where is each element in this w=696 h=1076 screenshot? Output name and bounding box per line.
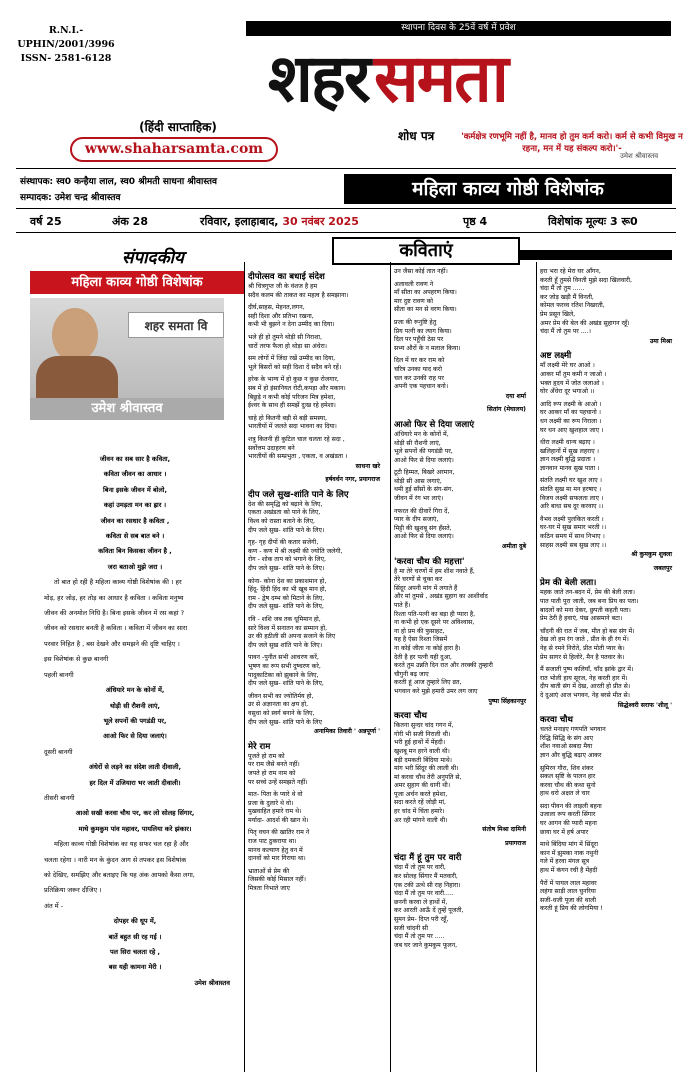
editorial-line: इस विशेषांक से कुछ बानगी: [44, 655, 109, 664]
editorial-line: तो बात हो रही है महिला काव्य गोष्ठी विशेषांक की । हर: [54, 578, 182, 587]
editorial-line: बिना इसके जीवन में बोलो,: [103, 485, 167, 494]
column-rule: [244, 262, 245, 1072]
poem-line: आओ फिर से दिया जलाएं।: [394, 456, 454, 464]
issue-year: वर्ष 25: [30, 215, 62, 228]
editorial-line: अंत में -: [44, 901, 64, 910]
poem-line: टूटी हिम्मत, बिखरे अरमान,: [394, 469, 455, 477]
poem-line: अपनी एक पहचान बनो।: [394, 383, 449, 391]
poem-line: अमर सुहाग की धानी थी।: [394, 782, 451, 790]
poem-line: पर राम जैसे बनते नहीं।: [248, 761, 300, 769]
poem-line: पूजते हो राम को: [248, 752, 285, 760]
poem-line: एक टकी उत्थे सी राह निहारा।: [394, 881, 461, 889]
issue-date: [200, 214, 359, 229]
masthead-logo: [268, 39, 674, 117]
poem-line: चरित्र उनका याद करो: [394, 365, 442, 373]
editorial-line: दूसरी बानगी: [44, 747, 73, 756]
poem-line: उर की हठीली सी अपना सजाने के लिए: [248, 633, 336, 641]
editorial-line: भूले सपनों की पगडंडी पर,: [103, 716, 167, 725]
poem-line: हरा भरा रहे मेरा घर आँगन,: [540, 268, 601, 275]
poem-line: चारों तरफ फैला हो थोड़ा सा अंधेरा।: [248, 342, 328, 350]
poem-line: खुशबू मन हरने वाली थी।: [394, 747, 450, 755]
poem-line: वैभव लक्ष्मी पुलकित करती ।: [540, 515, 604, 523]
poem-line: जब घर जाने कुमकुम फूलन,: [394, 941, 458, 949]
poem-line: अंधियारे मन के कोनों में,: [394, 430, 449, 438]
poem-line: लहंगा साड़ी लाल चुनरिया: [540, 888, 596, 896]
poem-line: पावन -पुनीत सभी आचरण करें,: [248, 654, 319, 662]
poem-line: यह है ऐसा रिश्ता जिसमें: [394, 636, 448, 644]
poem-line: जपते हो राम नाम को: [248, 769, 296, 777]
poem-line: जीवन में रंग भर लाएं।: [394, 495, 444, 503]
poem-line: गृह- गृह दीपों की कतार सजेगी,: [248, 539, 319, 547]
poem-author: दया शर्मा: [505, 392, 526, 400]
poem-line: माथे बिंदिया मांग में सिंदूरा: [540, 841, 599, 849]
editorial-line: जीवन का सब सार है कविता,: [99, 455, 171, 463]
poem-line: सब में हो इंसानियत रोटी,कपड़ा और मकान।: [248, 384, 346, 392]
poem-line: खलिहानों में सुख लहराए ।: [540, 447, 599, 455]
editorial-line: अंधियारे मन के कोनों में,: [105, 686, 165, 695]
poem-line: आओ फिर से दिया जलाएं।: [394, 533, 454, 541]
poem-line: रोग - शोक ताप को भगाने के लिए,: [248, 556, 326, 564]
poem-line: प्रेम सागर से हिलोरे, मैन है पतवार के।: [540, 653, 625, 661]
poem-line: पाते हैं।: [394, 602, 411, 609]
website-link[interactable]: www.shaharsamta.com: [70, 137, 278, 162]
rni-line: R.N.I.-: [48, 25, 84, 36]
poem-line: विजय लक्ष्मी सफलता लाए ।: [540, 494, 604, 502]
poem-line: भारतीयों में जलते सदा भावना का दिया।: [248, 423, 337, 431]
poem-line: चंदा मैं तो तुम ......: [540, 285, 585, 293]
special-issue-banner: महिला काव्य गोष्ठी विशेषांक: [344, 174, 672, 204]
poem-line: मिट्टी की खुशबू संग हँसते,: [394, 524, 452, 532]
price: विशेषांक मूल्यः 3 रू0: [548, 215, 638, 228]
registration-block: [16, 24, 116, 66]
poem-line: उजाला रूप करती सिंगार: [540, 811, 596, 819]
quote-author: उमेश श्रीवास्तव: [620, 152, 659, 160]
poem-line: पर सच्चे उन्हें समझते नहीं।: [248, 778, 308, 786]
poem-line: देती है हर पत्नी यही दुआ,: [394, 653, 452, 661]
poem-line: गले में हरवा मंगल सूत्र: [540, 858, 590, 866]
poem-line: चल कर उनकी राह पर: [394, 374, 444, 382]
poem-line: अर रही मांगने वाली थी।: [394, 816, 448, 824]
poem-line: करती हूँ तुमसे विनती मुझे सदा खिलवारी,: [540, 276, 632, 284]
founders-line: संस्थापक: स्व0 कन्हैया लाल, स्व0 श्रीमती साधना श्रीवास्तव: [20, 177, 217, 187]
editorial-line: तीसरी बानगी: [44, 793, 75, 802]
poem-line: संतति सुख मा मन हरषाए ।: [540, 486, 602, 494]
poem-line: भूषण का रूप सभी दुष्चरण करे,: [248, 662, 321, 670]
poem-line: राज पाट ठुकराया था।: [248, 838, 297, 846]
poem-line: बिछुड़े न कभी कोई परिजन मित्र हमेशा,: [248, 393, 336, 401]
poem-line: रात भोली हाय सूरज, नेह करती हार में।: [540, 674, 628, 682]
poem-line: करती हूं प्रिय की लोगमिया !: [540, 905, 603, 913]
poem-line: तेरे चरणों से चुका कर: [394, 576, 443, 584]
issn-line: ISSN- 2581-6128: [20, 53, 112, 64]
date-prefix: रविवार, इलाहाबाद,: [200, 215, 279, 228]
poem-title: आओ फिर से दिया जलाएं: [394, 419, 475, 430]
poem-line: करते तुम उन्नति दिन रात और तरक्की तुम्हारी: [394, 662, 493, 670]
masthead-quote: 'कर्मक्षेत्र रणभूमि नहीं है, मानव हो तुम कर्म करो। कर्म से कभी विमुख न रहना, मन में यह संकल्प करो।'-: [461, 132, 683, 154]
poem-author: सिद्धेश्वरी सराफ 'शीलू ': [617, 701, 672, 709]
poem-title: दीप जले सुख-शांति पाने के लिए: [248, 489, 349, 500]
editorial-line: जीवन की अनमोल निधि है। बिना इसके जीवन में रस कहां ?: [44, 609, 185, 618]
poem-line: जीवन सभी का ज्योतिर्मय हो,: [248, 692, 314, 700]
poem-line: कण - कण में श्री लक्ष्मी की ज्योति जलेगी,: [248, 547, 343, 555]
poem-line: घर आगन की प्यारी महना: [540, 820, 597, 828]
poem-line: सीता का मन से वरण किया।: [394, 306, 457, 314]
poem-line: हर चांद में चिंता हमारे।: [394, 808, 445, 816]
poem-line: घर आकर माँ का पहचानो ।: [540, 409, 601, 417]
poem-line: कर सोलह सिंगार मैं मतवारी,: [394, 873, 458, 881]
poem-line: भूले सपनों की पगडंडी पर,: [394, 448, 453, 456]
poem-line: ज्ञान और बुद्धि बढ़ाए आकर: [540, 751, 602, 759]
poem-author: अमीता दुबे: [501, 543, 526, 551]
poem-author: उमा मिश्रा: [649, 337, 672, 345]
poem-line: रवि - शशि जब तक धूमिमान हो,: [248, 616, 321, 623]
poem-line: मां करवा चौथ तेरी अनुपति से,: [394, 773, 462, 781]
poem-line: गोरी भी सजी निराली थी।: [394, 730, 451, 738]
poem-line: शत्रु कितनी ही कुटिल चाल चलता रहे सदा ,: [248, 435, 345, 443]
poem-line: भरी हुई हाथों में मेंहदी।: [394, 739, 446, 747]
editorial-line: हर दिल में उजियारा भर जाती दीवाली।: [89, 778, 181, 787]
poem-column: [248, 268, 380, 894]
poem-line: सुमन प्रेम- दिप्त परी रहूँ,: [394, 916, 449, 923]
editor-line: सम्पादक: उमेश चन्द्र श्रीवास्तव: [20, 193, 121, 203]
poem-line: सदैव कलम की ताकत का महत्व है समझाना।: [248, 291, 349, 299]
poem-line: मित्रता निभाते जाए: [248, 885, 290, 893]
poem-line: अमर प्रेम की बेल की अखंड सुहागन रहूँ।: [540, 319, 630, 327]
editorial-line: मोड़, हर जोड़, हर तोड़ का आधार है कविता । कविता मनुष्य: [44, 593, 184, 602]
poem-line: दिल में घर कर राम को: [394, 357, 445, 365]
poem-line: भले ही हो तुमने थोड़ी सी निराशा,: [248, 333, 322, 341]
poem-line: दीप जले सुख- शांति पाने के लिए।: [248, 526, 325, 534]
poem-line: कान में झुमका नाक नथुनी: [540, 849, 599, 857]
poem-line: दे दुआएं आज भगवन, नेह बरसे मीत से।: [540, 691, 630, 699]
poem-author: पुष्पा सिंहकानपुर: [488, 697, 526, 705]
poem-author: प्रयागराज: [505, 839, 526, 847]
poem-line: सजी-धजी पूजा की थाली: [540, 896, 596, 904]
poem-line: घर धन आए खुशहाल जाए ।: [540, 426, 604, 434]
page-number: पृष्ठ 4: [463, 215, 488, 228]
poem-line: प्यार के दीप सजाएं,: [394, 516, 439, 524]
poem-line: सारे विश्व में सनातन का सम्मान हो,: [248, 624, 328, 632]
poem-author: साधना खरे: [355, 462, 380, 470]
poem-line: ना कभी हो एक दूसरे पर अविश्वास,: [394, 619, 475, 627]
poem-line: मात- पिता के प्यारे थे वो: [248, 791, 303, 799]
editorial-line: कविता से सब बात बने ।: [105, 532, 165, 541]
poem-line: है मा तेरे चरणों में हम शीश नवाते हैं,: [394, 567, 475, 575]
poem-line: उन जैसा कोई तात नहीं।: [394, 268, 448, 275]
poem-line: दीप जले सुख- शांति पाने के लिए।: [248, 565, 325, 573]
poem-line: दीर्घ,साहस, मेहनत,लगन,: [248, 304, 305, 312]
poem-line: चंदा मैं तो तुम पर वारी.....: [394, 890, 454, 898]
poem-line: सकल सृष्टि के पालन हार: [540, 773, 596, 781]
poem-line: सिंदूर अपनी मांग में लगाते हैं: [394, 584, 458, 592]
poem-line: करवा चौथ की कथा सुनो: [540, 781, 596, 789]
editorial-line: अंधेरों से लड़ने का संदेश लाती दीवाली,: [88, 763, 182, 772]
poem-line: हाथ में कंगन रची है मेंहदी: [540, 867, 598, 875]
poem-line: अरि बाधा सब दूर करवाए ।।: [540, 503, 604, 511]
poem-line: देख लो हम रंग जाते , प्रीत के ही रंग में।: [540, 636, 629, 644]
poem-line: नफरत की दीवारें गिरा दें,: [394, 507, 450, 515]
poem-line: भ्राताओं से प्रेम की: [248, 867, 290, 875]
poem-line: प्रजा के दुलारे थे वो।: [248, 799, 294, 807]
editorial-line: दोपहर की धूप में,: [113, 917, 157, 926]
photo-sign-text: शहर समता वि: [128, 312, 224, 338]
poem-line: जिसकी कोई मिसाल नहीं।: [248, 876, 306, 884]
editorial-line: प्रतिक्रिया जरूर दीजिए ।: [44, 886, 102, 895]
editorial-line: माथे कुमकुम पांव महावर, पायलिया करे झंकार।: [78, 824, 192, 833]
poem-line: दीप जले सुख शांति पाने के लिए।: [248, 641, 323, 649]
editorial-line: महिला काव्य गोष्ठी विशेषांक का यह सफर चल रहा है और: [54, 840, 189, 849]
poem-line: मानव कल्याण हेतु वन में: [248, 846, 303, 854]
poem-line: उर से अज्ञानता का क्षय हो,: [248, 701, 309, 709]
poem-line: घोर अँधेरा दूर भगाओ ।।: [540, 388, 595, 396]
poem-line: मर्यादा- आदर्श की खान थे।: [248, 816, 309, 824]
logo-word-samta: समता: [374, 39, 507, 117]
poem-line: कर जोड़ खड़ी मैं विनती,: [540, 293, 594, 301]
poem-line: रिद्धि सिद्धि के संग आए: [540, 734, 594, 742]
poem-line: दीप जले सुख- शांति पाने के लिए,: [248, 603, 324, 611]
divider: [16, 232, 676, 233]
poem-line: घर-घर में सुख समार भरती ।।: [540, 524, 607, 532]
editorial-line: पल सिरा चलता रहे ,: [109, 948, 161, 956]
editorial-text: [30, 452, 240, 991]
poem-line: प्रजा की रूनुष्टि हेतु: [394, 318, 437, 326]
poem-line: सदा करते रहें जोड़ी मां,: [394, 799, 446, 807]
poem-author: जबलपुर: [653, 564, 672, 572]
editorial-line: आओ सखी करवा चौथ पर, कर लो सोलह सिंगार,: [75, 809, 195, 818]
editorial-line: चलता रहेगा । नारी मन के कुंदन आग से तपकर इस विशेषांक: [44, 855, 187, 864]
editorial-line: आओ फिर से दिया जलाएं।: [103, 732, 167, 741]
poem-line: सदा पीवन की लाइली बहना: [540, 802, 602, 810]
issue-number: अंक 28: [112, 215, 148, 228]
poem-line: चंदा मैं तो तुम पर .....: [394, 933, 445, 941]
poem-line: छाया घर में हर्ष अपार: [540, 828, 589, 836]
editorial-line: थोड़ी सी रौशनी लाएं,: [109, 701, 161, 710]
poem-line: भारतीयों की सम्प्रभुता , एकता, व अखंडता ।: [248, 453, 348, 461]
poem-author: संतोष मिश्रा दामिनी: [482, 826, 526, 834]
editorial-banner: महिला काव्य गोष्ठी विशेषांक: [30, 271, 244, 294]
poem-line: रिश्ता पति-पत्नी का बड़ा ही प्यारा है,: [394, 610, 476, 618]
poem-line: सर्वोत्तम उदाहरण बने: [248, 444, 295, 452]
poem-author: अनामिका तिवारी ' अन्नपूर्णा ': [314, 728, 380, 736]
poem-line: संतति लक्ष्मी घर खुश लाए ।: [540, 477, 602, 485]
poem-line: दानवों को मार गिराया था।: [248, 855, 306, 863]
poem-line: कभी भी बुझने न देना उम्मीद का दिया।: [248, 321, 335, 329]
poem-line: प्रिय पत्नी का त्याग किया।: [394, 327, 452, 335]
date-value: 30 नवंबर 2025: [282, 215, 359, 228]
poem-line: साहस लक्ष्मी सब सुख लाए ।।: [540, 541, 607, 549]
poem-line: ज्ञानवान मानव सुख पाता ।: [540, 464, 600, 472]
poem-line: और मां तुमसे , अखंड सुहाग का आशीर्वाद: [394, 593, 488, 601]
editorial-line: जरा बताओ मुझे जरा ।: [107, 562, 163, 571]
logo-word-shahar: शहर: [268, 39, 369, 117]
poem-line: दीप जले सुख- शांति पाने के लिए,: [248, 680, 324, 688]
poem-line: माँ लक्ष्मी मेरे घर आओ ।: [540, 362, 595, 370]
poem-line: दीप जले सुख- शांति पाने के लिए: [248, 718, 322, 726]
poem-title: 'करवा चौथ की महत्ता': [394, 556, 465, 567]
divider: [16, 208, 676, 209]
poem-author: सितांग (मेघालय): [487, 406, 526, 414]
column-rule: [536, 262, 537, 1072]
poem-line: हरेक के भाग्य में हो कुछ न कुछ रोजगार,: [248, 376, 339, 384]
poem-line: चाहे हो कितनी बड़ी से बड़ी समस्या,: [248, 414, 327, 422]
poem-line: शीश नवाओ सबदा मैया: [540, 743, 593, 751]
poem-line: बड़ी दमकती बिंदिया माथे।: [394, 756, 453, 764]
editorial-line: उमेश श्रीवास्तव: [194, 978, 230, 987]
editorial-line: बातें बहुत सी रह गई ।: [108, 932, 162, 941]
poem-title: करवा चौथ: [540, 715, 573, 726]
poem-line: पूजा अर्चन करते हमेशा,: [394, 790, 448, 798]
poem-line: राम - द्वेष दम्भ को मिटाने के लिए,: [248, 594, 325, 602]
poem-line: हाथ धरो अक्षत ले चार: [540, 790, 590, 798]
poem-line: मुखवाहित हमारे राम थे।: [248, 808, 302, 816]
poem-line: माँ सीता का अपहरण किया।: [394, 289, 457, 297]
poem-line: प्रेम प्रसून खिले,: [540, 310, 576, 318]
poem-line: पितृ वचन की खातिर राम ने: [248, 829, 310, 837]
poem-line: थोड़ी सी रौशनी लाएं,: [394, 439, 441, 447]
poem-line: नेह से रमने निरोते, प्रीत मोती प्यार के।: [540, 644, 625, 652]
poem-line: सुमिरन गौरा, शिव शंकर: [540, 764, 594, 772]
poem-line: विश्व को रास्ता बताने के लिए,: [248, 518, 316, 526]
poem-line: बादलों को मना देकर, छुपती कहती पता।: [540, 606, 631, 614]
uphin-line: UPHIN/2001/3996: [17, 39, 115, 50]
poem-column: [540, 268, 672, 914]
poem-line: छननी करवा ले हाथों में,: [394, 898, 448, 906]
editorial-line: कहां उमड़ता मन का ह्रार ।: [103, 501, 167, 510]
editorial-line: पहली बानगी: [44, 670, 74, 679]
editorial-line: परवार निहित है , बस देखने और समझने की दृष्टि चाहिए ।: [44, 639, 180, 648]
poem-line: सभ्य औरों के न मलाल किया।: [394, 344, 461, 352]
editorial-line: जीवन का रसधार है कविता ,: [100, 516, 170, 525]
poem-line: मांग भरी सिंदूर की लाली थी।: [394, 765, 459, 773]
poem-line: चाँदनी की रात में जब, मीत हो बस संग में।: [540, 627, 635, 635]
editorial-line: जीवन को रसधार बनती है कविता । कविता में जीवन का सारा: [44, 624, 188, 633]
poem-line: ना कोई जीता ना कोई हारा है।: [394, 644, 461, 652]
anniversary-text: स्थापना दिवस के 25वें वर्ष में प्रवेश: [401, 23, 516, 33]
column-rule: [390, 262, 391, 1072]
poem-line: कोमल फरव्व रतिश निखरती,: [540, 302, 605, 310]
poem-line: प्रेम ठेरी है हवाएं, पंख आसमाने बटा।: [540, 615, 623, 623]
poem-line: एकता अखंडता को पाने के लिए,: [248, 509, 321, 517]
poem-line: दीप बाती संग में देख, आरती हो प्रीत से।: [540, 683, 631, 691]
poem-line: चलते मनाइए गणपति भगवान: [540, 726, 606, 734]
poem-line: दिल पर पहुँची ठेस पर: [394, 336, 444, 344]
poems-heading: कविताएं: [332, 237, 520, 265]
poem-line: करती हूं आज तुम्हारे लिए व्रत,: [394, 679, 462, 687]
poem-line: सही दिशा और प्रतिभा रखना,: [248, 312, 314, 320]
poem-line: चंदा मैं तो तुम पर ....।: [540, 328, 591, 336]
poem-title: करवा चौथ: [394, 711, 427, 722]
poem-line: श्री चित्रगुप्त जी के वंशज है हम: [248, 283, 318, 290]
poem-line: धन लक्ष्मी का रूप निराला ।: [540, 417, 602, 425]
poem-line: कितना सुन्दर चांद गगन में,: [394, 722, 454, 730]
poem-line: सम लोगों में जिंदा रखें उम्मीद का दिया,: [248, 355, 336, 363]
poem-line: थोड़ी सी आस जगाएं,: [394, 477, 442, 485]
editor-photo: [30, 298, 224, 398]
poem-line: वसुधा को स्वर्ग बनाने के लिए,: [248, 709, 315, 717]
poem-line: चौगुनी बढ़ जाए: [394, 670, 429, 678]
shodh-patra-label: शोध पत्र: [398, 129, 435, 143]
poem-line: कोना- कोना देश का प्रकाशमान हो,: [248, 577, 327, 585]
poem-line: कर आरती आऊँ दें तुम्हें पूजती,: [394, 907, 464, 915]
poem-line: ईश्वर के साथ ही समझें दुःख रहे हमेशा।: [248, 402, 336, 410]
divider: [16, 168, 676, 169]
poem-title: चंदा मैं हूं तुम पर वारी: [394, 853, 462, 864]
editorial-line: कविता जीवन का आधार ।: [103, 470, 167, 479]
poem-line: पैरों में पायल लाल महावर: [540, 879, 597, 887]
poem-line: पादुकाटिका को झुकाने के लिए,: [248, 671, 319, 679]
poem-line: मार दुष्ट रावण को: [394, 297, 434, 305]
poem-line: ज्ञान लक्ष्मी बुद्धि प्रदाता ।: [540, 456, 596, 464]
anniversary-bar: [246, 21, 671, 36]
poem-title: दीपोत्सव का बधाई संदेश: [248, 272, 325, 282]
poem-line: चंदा मैं तो तुम पर वारी,: [394, 864, 446, 872]
editorial-line: कविता बिन किसका जीवन है ,: [98, 547, 172, 556]
poem-line: भगवान करे मुझे हमारी उमर लग जाए: [394, 687, 478, 695]
editorial-line: को देखिए, समझिए और बताइए कि यह अंक आपको कैसा लगा,: [44, 870, 195, 879]
poem-line: कठिन समय में साथ निभाए ।: [540, 533, 605, 541]
poem-line: महक जाते तन-बदन में, प्रेम की बेली लता।: [540, 589, 635, 597]
poem-line: धीरा लक्ष्मी धान्य बढ़ाए ।: [540, 439, 595, 447]
poem-line: मैं सजाती पुष्प कलियाँ, चाँद झांके द्वार में।: [540, 666, 634, 674]
poem-line: देश की समृद्धि को बढ़ाने के लिए,: [248, 500, 323, 508]
poem-line: भक्त हृदय में जोत जलाओ ।: [540, 379, 604, 387]
poem-line: हिंदू- हिंदी हिंद का भी खूब मान हो,: [248, 586, 327, 594]
poem-column: [394, 268, 526, 950]
poem-title: मेरे राम: [248, 741, 271, 752]
poem-line: पात पाती पूरा जाती, जब बना प्रिय का पता।: [540, 598, 639, 605]
weekly-label: (हिंदी साप्ताहिक): [139, 120, 217, 134]
poem-line: ना हो प्रम की फुसाहट,: [394, 627, 445, 635]
poem-author: श्री कुमकुम शुक्ला: [631, 551, 672, 559]
poem-line: सजी चांदनी सी: [394, 924, 428, 932]
editor-photo-caption: उमेश श्रीवास्तव: [30, 398, 224, 420]
poem-line: आदि रूप लक्ष्मी के आओ ।: [540, 400, 602, 408]
poem-title: अष्ट लक्ष्मी: [540, 351, 572, 362]
poem-author: हर्षवर्धन नगर, प्रयागराज: [325, 476, 380, 484]
poem-line: भूले बिसरों को सही दिशा दें सदैव बने रहें।: [248, 363, 342, 371]
poem-line: अलावली रावण ने: [394, 280, 434, 288]
editor-portrait-head: [52, 308, 98, 362]
poem-title: प्रेम की बेली लता।: [540, 578, 597, 589]
editor-portrait-body: [36, 356, 118, 398]
poems-heading-bar: [520, 250, 672, 260]
editorial-line: बस यही कामना मेरी ।: [108, 963, 162, 972]
poem-line: आकर माँ तुम कमी न जाओ ।: [540, 370, 607, 378]
editorial-heading: संपादकीय: [122, 248, 184, 268]
poem-line: थमी हुई साँसों के संग-संग,: [394, 486, 454, 494]
